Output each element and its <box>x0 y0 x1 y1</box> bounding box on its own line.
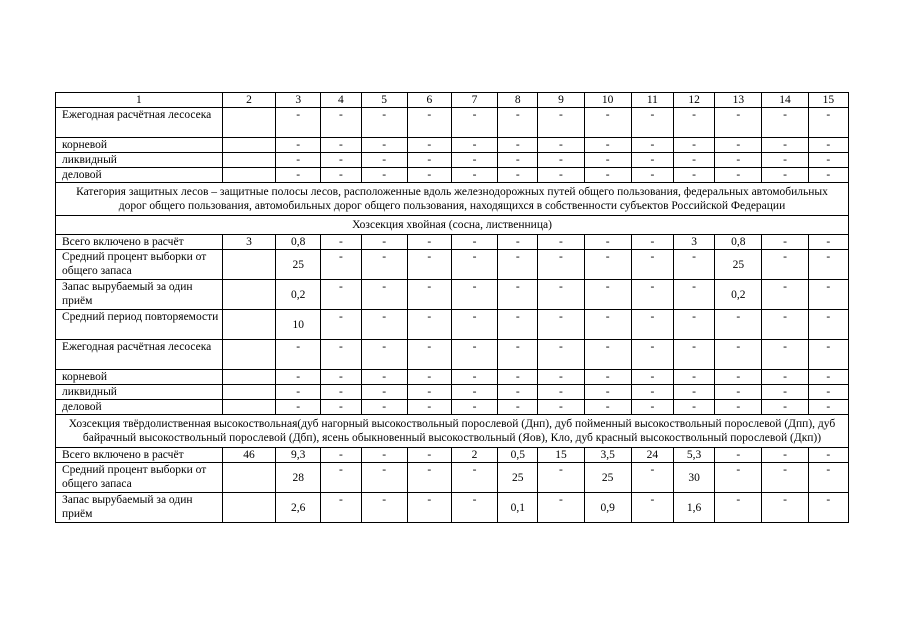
table-cell: - <box>762 448 808 463</box>
table-cell: - <box>715 448 762 463</box>
table-cell: - <box>361 168 407 183</box>
table-cell <box>222 463 275 493</box>
table-cell: - <box>451 400 497 415</box>
table-row <box>56 370 849 385</box>
table-cell: - <box>407 400 451 415</box>
table-cell: - <box>321 138 361 153</box>
table-cell: - <box>361 400 407 415</box>
section-heading: Хозсекция твёрдолиственная высокоствольная(дуб нагорный высокоствольный порослевой (Днп), дуб пойменный высокоствольный порослевой (Дпп), дуб байрачный высокоствольный порослевой (Дбп), ясень обыкновенный высокоствольный (Яов), Кло, дуб красный высокоствольный порослевой (Дкп)) <box>56 415 849 448</box>
table-cell: - <box>321 153 361 168</box>
table-cell: 25 <box>715 250 762 280</box>
table-cell: - <box>631 280 673 310</box>
table-row <box>56 280 849 310</box>
table-row <box>56 153 849 168</box>
table-cell: - <box>538 310 584 340</box>
table-cell <box>222 153 275 168</box>
table-cell: - <box>451 385 497 400</box>
table-cell: 3 <box>222 235 275 250</box>
table-cell: - <box>538 168 584 183</box>
table-row <box>56 400 849 415</box>
table-cell: - <box>321 340 361 370</box>
table-cell: 0,9 <box>584 493 631 523</box>
table-cell: 1,6 <box>674 493 715 523</box>
column-number-header: 14 <box>762 93 808 108</box>
table-cell: - <box>715 138 762 153</box>
table-cell: - <box>498 250 538 280</box>
table-cell: - <box>808 280 848 310</box>
table-cell: - <box>584 250 631 280</box>
table-cell <box>222 168 275 183</box>
table-cell: - <box>407 153 451 168</box>
table-cell: - <box>321 310 361 340</box>
table-cell: - <box>361 235 407 250</box>
table-cell: - <box>631 235 673 250</box>
table-cell: - <box>361 370 407 385</box>
table-cell: - <box>631 385 673 400</box>
table-cell: - <box>762 463 808 493</box>
row-label: Ежегодная расчётная лесосека <box>56 108 223 138</box>
table-cell: - <box>361 385 407 400</box>
table-cell: - <box>584 108 631 138</box>
table-cell: - <box>451 250 497 280</box>
table-cell: - <box>631 400 673 415</box>
table-cell: - <box>407 108 451 138</box>
table-cell: - <box>584 340 631 370</box>
table-cell: 5,3 <box>674 448 715 463</box>
table-cell: - <box>762 235 808 250</box>
table-cell: - <box>538 370 584 385</box>
table-cell: - <box>674 370 715 385</box>
column-number-header: 9 <box>538 93 584 108</box>
table-cell: - <box>584 385 631 400</box>
row-label: Всего включено в расчёт <box>56 235 223 250</box>
table-cell: - <box>407 448 451 463</box>
table-cell: - <box>808 400 848 415</box>
table-cell: - <box>407 250 451 280</box>
table-cell: 3,5 <box>584 448 631 463</box>
table-cell: - <box>407 310 451 340</box>
table-cell: - <box>276 400 321 415</box>
section-heading-row <box>56 415 849 448</box>
table-cell: - <box>538 153 584 168</box>
table-cell: 30 <box>674 463 715 493</box>
table-cell: - <box>361 250 407 280</box>
table-cell: - <box>276 385 321 400</box>
table-cell: - <box>808 153 848 168</box>
table-cell: - <box>674 385 715 400</box>
column-number-header: 3 <box>276 93 321 108</box>
section-heading-row <box>56 216 849 235</box>
table-cell: - <box>674 138 715 153</box>
table-cell: - <box>631 370 673 385</box>
table-cell: - <box>361 340 407 370</box>
table-cell: - <box>631 153 673 168</box>
table-cell: - <box>321 493 361 523</box>
table-cell: - <box>762 400 808 415</box>
table-cell: - <box>321 448 361 463</box>
table-cell: - <box>451 340 497 370</box>
table-cell <box>222 340 275 370</box>
table-cell: - <box>674 153 715 168</box>
table-row <box>56 168 849 183</box>
table-cell: - <box>498 340 538 370</box>
table-cell: - <box>498 400 538 415</box>
table-cell: - <box>808 310 848 340</box>
table-cell: - <box>321 108 361 138</box>
table-cell: - <box>361 138 407 153</box>
table-cell: 25 <box>498 463 538 493</box>
table-cell: - <box>407 340 451 370</box>
table-cell: - <box>361 280 407 310</box>
table-cell: - <box>584 168 631 183</box>
table-cell: - <box>321 280 361 310</box>
table-cell: - <box>674 310 715 340</box>
table-cell: 25 <box>276 250 321 280</box>
column-number-header: 1 <box>56 93 223 108</box>
table-cell: - <box>498 153 538 168</box>
table-cell: - <box>407 370 451 385</box>
table-cell: - <box>715 385 762 400</box>
table-cell: - <box>762 250 808 280</box>
table-cell: - <box>538 385 584 400</box>
table-cell: 28 <box>276 463 321 493</box>
table-cell: - <box>361 310 407 340</box>
table-cell: - <box>407 235 451 250</box>
table-cell: - <box>538 108 584 138</box>
table-cell: - <box>451 168 497 183</box>
column-number-header: 5 <box>361 93 407 108</box>
row-label: Средний период повторяемости <box>56 310 223 340</box>
table-row <box>56 463 849 493</box>
table-cell: - <box>674 280 715 310</box>
table-row <box>56 448 849 463</box>
row-label: корневой <box>56 370 223 385</box>
table-cell: 0,2 <box>276 280 321 310</box>
table-cell: 9,3 <box>276 448 321 463</box>
column-number-header: 13 <box>715 93 762 108</box>
row-label: Средний процент выборки от общего запаса <box>56 250 223 280</box>
table-cell: 46 <box>222 448 275 463</box>
table-cell: - <box>498 310 538 340</box>
table-row <box>56 385 849 400</box>
table-cell: - <box>674 400 715 415</box>
table-cell <box>222 250 275 280</box>
table-cell: - <box>631 108 673 138</box>
row-label: ликвидный <box>56 153 223 168</box>
table-row <box>56 108 849 138</box>
table-cell <box>222 280 275 310</box>
table-cell: - <box>451 370 497 385</box>
table-cell: 10 <box>276 310 321 340</box>
table-cell: - <box>584 370 631 385</box>
table-cell: - <box>407 463 451 493</box>
table-cell: - <box>361 463 407 493</box>
section-heading-row <box>56 183 849 216</box>
table-cell: 3 <box>674 235 715 250</box>
table-cell: - <box>631 310 673 340</box>
table-cell: - <box>762 385 808 400</box>
table-cell: - <box>584 138 631 153</box>
table-cell: - <box>715 168 762 183</box>
table-cell: - <box>715 153 762 168</box>
table-cell: - <box>808 250 848 280</box>
table-cell: - <box>631 138 673 153</box>
table-cell: - <box>715 400 762 415</box>
row-label: деловой <box>56 168 223 183</box>
table-cell: - <box>584 310 631 340</box>
table-cell: - <box>808 448 848 463</box>
table-cell: - <box>808 108 848 138</box>
table-cell: - <box>715 340 762 370</box>
row-label: Ежегодная расчётная лесосека <box>56 340 223 370</box>
table-cell: - <box>584 400 631 415</box>
table-cell: - <box>538 235 584 250</box>
column-number-header: 4 <box>321 93 361 108</box>
table-cell: - <box>762 138 808 153</box>
table-cell: - <box>715 463 762 493</box>
table-cell: - <box>631 168 673 183</box>
table-cell: - <box>808 168 848 183</box>
table-cell: - <box>538 280 584 310</box>
column-number-header: 10 <box>584 93 631 108</box>
table-cell: - <box>407 138 451 153</box>
column-number-header: 12 <box>674 93 715 108</box>
table-cell: - <box>361 153 407 168</box>
table-cell: - <box>674 108 715 138</box>
table-cell: 24 <box>631 448 673 463</box>
table-cell: - <box>407 280 451 310</box>
table-cell: - <box>674 250 715 280</box>
table-cell: - <box>674 340 715 370</box>
section-heading: Категория защитных лесов – защитные полосы лесов, расположенные вдоль железнодорожных путей общего пользования, федеральных автомобильных дорог общего пользования, автомобильных дорог общего пользования, находящихся в собственности субъектов Российской Федерации <box>56 183 849 216</box>
table-cell: 15 <box>538 448 584 463</box>
table-cell: - <box>762 493 808 523</box>
table-cell <box>222 400 275 415</box>
table-cell <box>222 493 275 523</box>
table-cell <box>222 138 275 153</box>
table-cell: - <box>276 138 321 153</box>
section-heading: Хозсекция хвойная (сосна, лиственница) <box>56 216 849 235</box>
table-cell: - <box>538 250 584 280</box>
row-label: Запас вырубаемый за один приём <box>56 280 223 310</box>
table-cell: - <box>498 108 538 138</box>
column-number-header-row <box>56 93 849 108</box>
table-cell: - <box>715 493 762 523</box>
table-cell: - <box>538 493 584 523</box>
table-cell: - <box>808 493 848 523</box>
table-cell: - <box>631 463 673 493</box>
table-cell: - <box>631 340 673 370</box>
row-label: ликвидный <box>56 385 223 400</box>
table-cell: - <box>674 168 715 183</box>
table-cell: - <box>321 463 361 493</box>
table-cell: - <box>538 463 584 493</box>
table-cell: - <box>276 108 321 138</box>
table-cell: - <box>631 250 673 280</box>
table-cell: - <box>762 153 808 168</box>
table-cell: - <box>808 138 848 153</box>
column-number-header: 6 <box>407 93 451 108</box>
table-cell: - <box>276 370 321 385</box>
table-cell: - <box>361 448 407 463</box>
table-cell: - <box>631 493 673 523</box>
table-row <box>56 235 849 250</box>
table-cell: - <box>498 385 538 400</box>
table-cell: - <box>584 280 631 310</box>
table-cell: 0,1 <box>498 493 538 523</box>
table-cell: - <box>584 235 631 250</box>
table-cell: 25 <box>584 463 631 493</box>
row-label: корневой <box>56 138 223 153</box>
table-cell: - <box>762 168 808 183</box>
table-cell: - <box>451 493 497 523</box>
table-cell: 2,6 <box>276 493 321 523</box>
table-cell: - <box>407 168 451 183</box>
table-cell: - <box>715 310 762 340</box>
table-cell: - <box>321 168 361 183</box>
column-number-header: 7 <box>451 93 497 108</box>
table-cell <box>222 370 275 385</box>
table-cell: - <box>538 400 584 415</box>
table-cell: - <box>498 280 538 310</box>
table-cell: - <box>538 138 584 153</box>
table-cell: - <box>538 340 584 370</box>
table-cell: - <box>498 138 538 153</box>
table-cell: - <box>762 280 808 310</box>
table-cell: - <box>498 235 538 250</box>
table-cell: - <box>321 400 361 415</box>
table-cell: - <box>276 168 321 183</box>
table-cell: - <box>321 370 361 385</box>
table-cell: - <box>762 108 808 138</box>
table-cell: - <box>361 108 407 138</box>
table-cell: - <box>715 370 762 385</box>
column-number-header: 15 <box>808 93 848 108</box>
table-cell: - <box>321 235 361 250</box>
table-cell: - <box>762 310 808 340</box>
row-label: Запас вырубаемый за один приём <box>56 493 223 523</box>
column-number-header: 11 <box>631 93 673 108</box>
table-cell: - <box>451 108 497 138</box>
table-cell: 2 <box>451 448 497 463</box>
table-cell <box>222 108 275 138</box>
table-cell: - <box>584 153 631 168</box>
table-row <box>56 138 849 153</box>
table-cell: 0,2 <box>715 280 762 310</box>
table-cell: - <box>451 235 497 250</box>
table-cell: - <box>321 250 361 280</box>
table-cell: - <box>762 370 808 385</box>
table-cell: - <box>451 138 497 153</box>
table-cell: - <box>276 340 321 370</box>
table-cell: - <box>451 463 497 493</box>
row-label: Средний процент выборки от общего запаса <box>56 463 223 493</box>
table-cell: 0,8 <box>276 235 321 250</box>
table-row <box>56 250 849 280</box>
table-cell: 0,5 <box>498 448 538 463</box>
row-label: Всего включено в расчёт <box>56 448 223 463</box>
table-row <box>56 493 849 523</box>
table-cell: - <box>451 280 497 310</box>
forest-calculation-table <box>55 92 849 523</box>
table-cell: - <box>762 340 808 370</box>
table-cell: - <box>498 168 538 183</box>
table-cell: - <box>808 235 848 250</box>
table-cell: - <box>808 370 848 385</box>
table-cell: - <box>276 153 321 168</box>
table-cell: - <box>715 108 762 138</box>
column-number-header: 8 <box>498 93 538 108</box>
table-row <box>56 340 849 370</box>
table-cell: - <box>451 310 497 340</box>
table-cell <box>222 310 275 340</box>
table-cell <box>222 385 275 400</box>
column-number-header: 2 <box>222 93 275 108</box>
row-label: деловой <box>56 400 223 415</box>
table-cell: - <box>407 493 451 523</box>
table-row <box>56 310 849 340</box>
table-cell: - <box>361 493 407 523</box>
table-cell: - <box>808 385 848 400</box>
table-cell: - <box>451 153 497 168</box>
table-cell: - <box>808 463 848 493</box>
table-cell: - <box>808 340 848 370</box>
table-cell: - <box>321 385 361 400</box>
table-cell: - <box>498 370 538 385</box>
table-cell: 0,8 <box>715 235 762 250</box>
table-cell: - <box>407 385 451 400</box>
